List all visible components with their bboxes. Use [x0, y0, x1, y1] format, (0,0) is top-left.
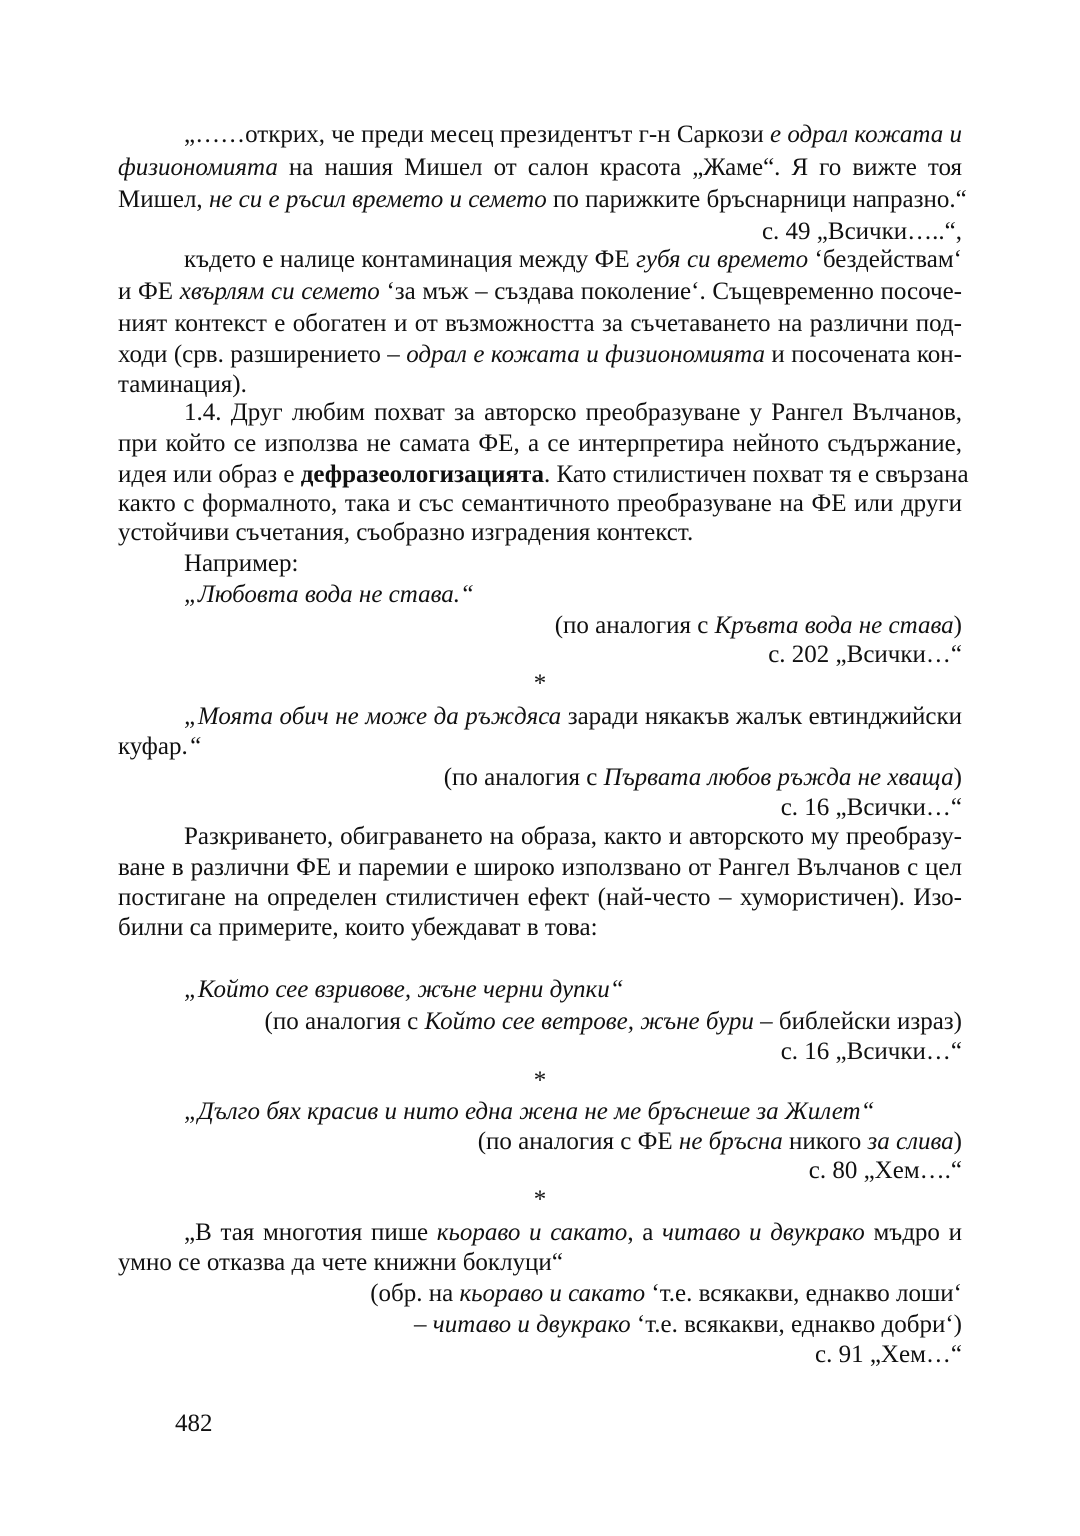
example4-quote: „Дълго бях красив и нито една жена не ме бръснеше за Жилет“	[184, 1098, 875, 1125]
para2-line3: идея или образ е дефразеологизацията. Като стилистичен похват тя е свързана	[118, 461, 969, 488]
para1-line2: и ФЕ хвърлям си семето ‘за мъж – създава поколение‘. Същевременно посоче-	[118, 278, 962, 305]
example2-source: с. 16 „Всички…“	[780, 794, 962, 821]
example1-quote: „Любовта вода не става.“	[184, 581, 474, 608]
page-number: 482	[175, 1410, 213, 1437]
separator-2: *	[533, 1067, 547, 1094]
para3-line1: Разкриването, обиграването на образа, както и авторското му преобразу-	[184, 823, 962, 850]
example3-quote: „Който сее взривове, жъне черни дупки“	[184, 976, 624, 1003]
example1-analogy: (по аналогия с Кръвта вода не става)	[554, 612, 962, 639]
para3-line4: билни са примерите, които убеждават в това:	[118, 914, 598, 941]
para3-line3: постигане на определен стилистичен ефект (най-често – хумористичен). Изо-	[118, 884, 962, 911]
para1-line1: където е налице контаминация между ФЕ губя си времето ‘бездействам‘	[184, 246, 962, 273]
para2-line2: при който се използва не самата ФЕ, а се интерпретира нейното съдържание,	[118, 430, 962, 457]
para2-line1: 1.4. Друг любим похват за авторско преобразуване у Рангел Вълчанов,	[184, 399, 962, 426]
quote1-line2: физиономията на нашия Мишел от салон красота „Жаме“. Я го вижте тоя	[118, 154, 962, 181]
example-label: Например:	[184, 550, 299, 577]
para1-line3: ният контекст е обогатен и от възможността за съчетаването на различни под-	[118, 310, 962, 337]
example4-source: с. 80 „Хем….“	[808, 1157, 962, 1184]
para1-line5: таминация).	[118, 371, 247, 398]
example5-line1: „В тая многотия пише кьораво и сакато, а читаво и двукрако мъдро и	[184, 1219, 962, 1246]
para2-line5: устойчиви съчетания, съобразно изградения контекст.	[118, 519, 694, 546]
example3-source: с. 16 „Всички…“	[780, 1038, 962, 1065]
example1-source: с. 202 „Всички…“	[768, 641, 962, 668]
para1-line4: ходи (срв. разширението – одрал е кожата и физиономията и посочената кон-	[118, 341, 963, 368]
para3-line2: ване в различни ФЕ и паремии е широко използвано от Рангел Вълчанов с цел	[118, 854, 962, 881]
example5-source: с. 91 „Хем…“	[814, 1341, 962, 1368]
example5-note-line1: (обр. на кьораво и сакато ‘т.е. всякакви, еднакво лоши‘	[370, 1280, 962, 1307]
quote1-line3: Мишел, не си е ръсил времето и семето по парижките бръснарници напразно.“	[118, 186, 967, 213]
quote1-source: с. 49 „Всички…..“,	[761, 218, 962, 245]
example5-note-line2: – читаво и двукрако ‘т.е. всякакви, еднакво добри‘)	[414, 1311, 962, 1338]
example2-analogy: (по аналогия с Първата любов ръжда не хваща)	[443, 764, 962, 791]
example3-analogy: (по аналогия с Който сее ветрове, жъне бури – библейски израз)	[264, 1008, 962, 1035]
para2-line4: както с формалното, така и със семантичното преобразуване на ФЕ или други	[118, 490, 962, 517]
example2-line2: куфар.“	[118, 733, 202, 760]
separator-3: *	[533, 1186, 547, 1213]
separator-1: *	[533, 670, 547, 697]
example4-analogy: (по аналогия с ФЕ не бръсна никого за слива)	[477, 1128, 962, 1155]
example2-line1: „Моята обич не може да ръждяса заради някакъв жалък евтинджийски	[184, 703, 962, 730]
quote1-line1: „……открих, че преди месец президентът г-н Саркози е одрал кожата и	[184, 121, 963, 148]
example5-line2: умно се отказва да чете книжни боклуци“	[118, 1249, 563, 1276]
